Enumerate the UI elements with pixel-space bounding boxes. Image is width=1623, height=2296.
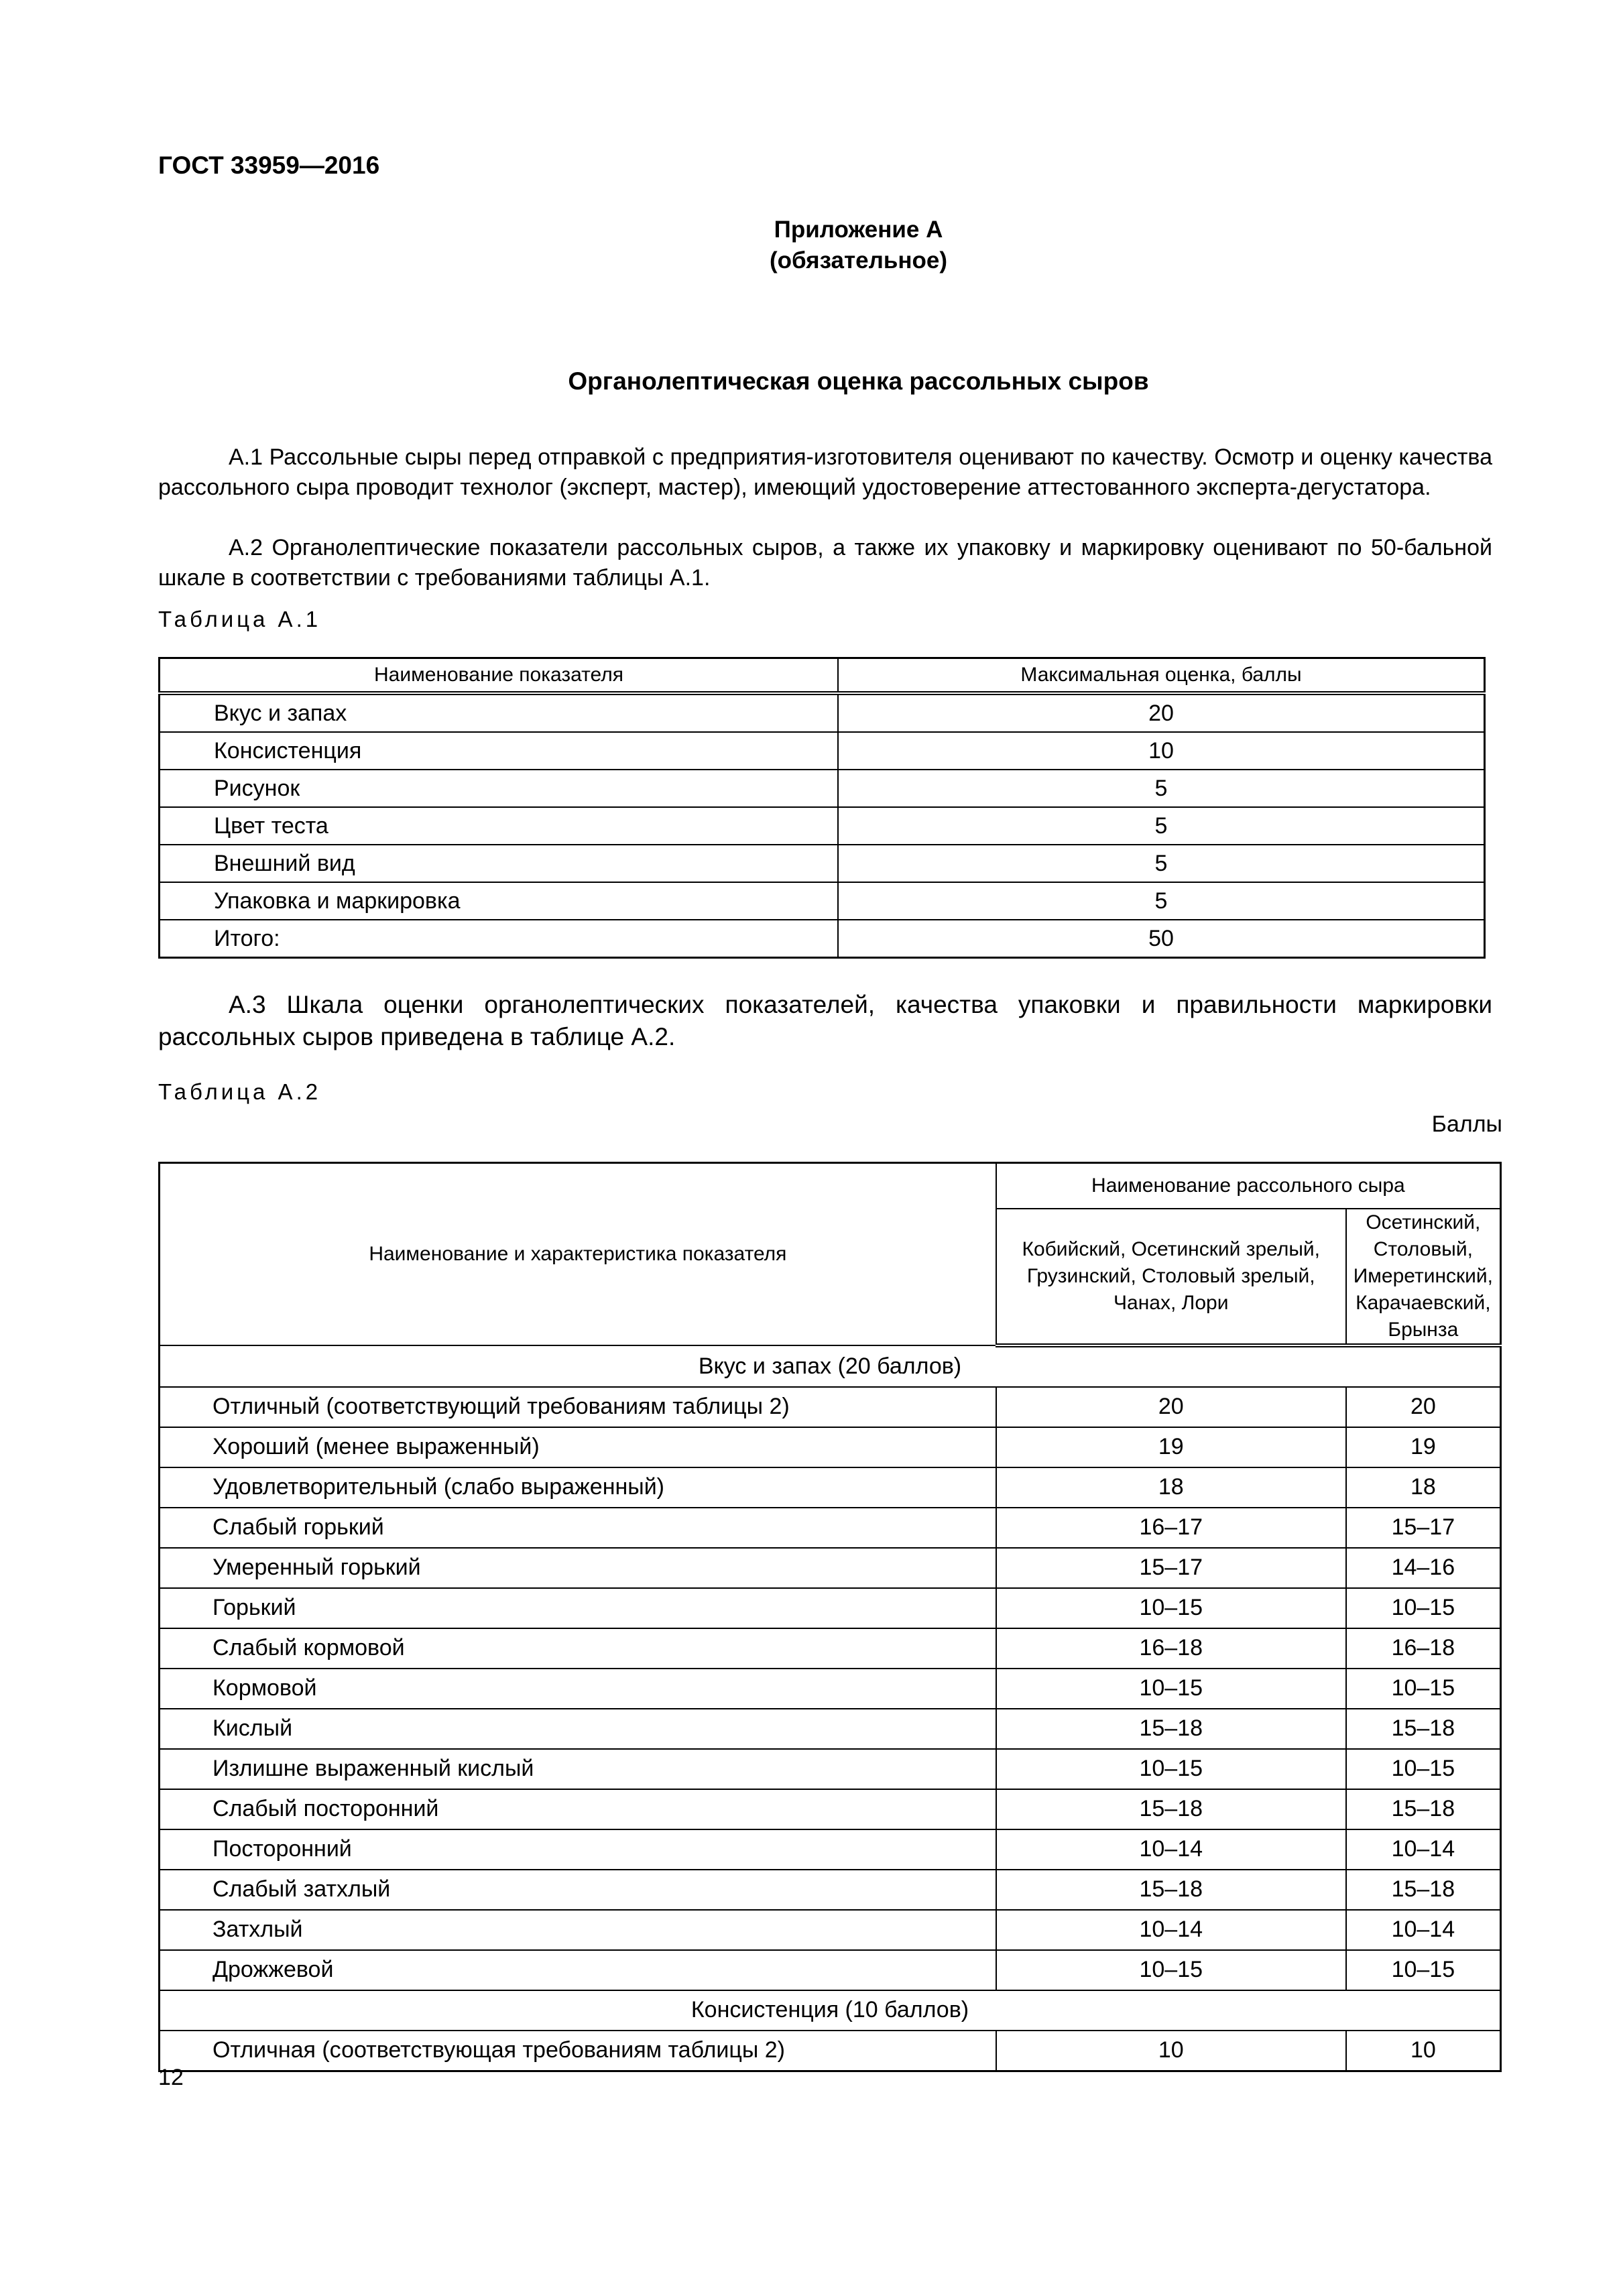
table-a2-header-col1: Кобийский, Осетинский зрелый, Грузинский, Столовый зрелый, Чанах, Лори [996, 1209, 1346, 1345]
table-a2-header-indicator: Наименование и характеристика показателя [160, 1163, 996, 1345]
table-row [160, 1467, 1501, 1508]
max-score: 5 [838, 770, 1485, 807]
table-a1 [158, 657, 1486, 959]
characteristic-name: Затхлый [160, 1910, 996, 1950]
table-row [160, 1669, 1501, 1709]
table-a2 [158, 1162, 1502, 2072]
characteristic-name: Дрожжевой [160, 1950, 996, 1990]
section-title: Органолептическая оценка рассольных сыров [568, 367, 1149, 395]
page-number: 12 [158, 2065, 184, 2090]
score-col2: 15–18 [1346, 1789, 1501, 1829]
score-col2: 10–15 [1346, 1749, 1501, 1789]
group-row [160, 1990, 1501, 2031]
group-title: Вкус и запах (20 баллов) [160, 1345, 1501, 1387]
score-col2: 14–16 [1346, 1548, 1501, 1588]
appendix-title: Приложение А [774, 217, 943, 243]
table-row [160, 693, 1485, 732]
score-col1: 15–18 [996, 1870, 1346, 1910]
table-row [160, 1628, 1501, 1669]
score-col1: 20 [996, 1387, 1346, 1427]
table-a1-header-max-score: Максимальная оценка, баллы [838, 658, 1485, 694]
score-col1: 15–18 [996, 1709, 1346, 1749]
characteristic-name: Отличный (соответствующий требованиям таблицы 2) [160, 1387, 996, 1427]
score-col2: 10–15 [1346, 1669, 1501, 1709]
table-row [160, 1789, 1501, 1829]
paragraph-a2 [158, 533, 1492, 593]
indicator-name: Внешний вид [160, 845, 839, 882]
table-row [160, 1548, 1501, 1588]
score-col1: 10 [996, 2031, 1346, 2071]
indicator-name: Вкус и запах [160, 693, 839, 732]
document-code: ГОСТ 33959—2016 [158, 152, 380, 179]
score-col2: 15–17 [1346, 1508, 1501, 1548]
characteristic-name: Хороший (менее выраженный) [160, 1427, 996, 1467]
max-score: 20 [838, 693, 1485, 732]
characteristic-name: Удовлетворительный (слабо выраженный) [160, 1467, 996, 1508]
score-col2: 15–18 [1346, 1709, 1501, 1749]
max-score: 10 [838, 732, 1485, 770]
score-col2: 10–14 [1346, 1829, 1501, 1870]
table-row [160, 1508, 1501, 1548]
score-col2: 19 [1346, 1427, 1501, 1467]
group-row [160, 1345, 1501, 1387]
table-row [160, 807, 1485, 845]
score-col1: 10–15 [996, 1950, 1346, 1990]
score-col1: 10–15 [996, 1588, 1346, 1628]
max-score: 5 [838, 807, 1485, 845]
table-row [160, 845, 1485, 882]
max-score: 5 [838, 882, 1485, 920]
score-col2: 10–14 [1346, 1910, 1501, 1950]
table-a2-units: Баллы [1431, 1111, 1502, 1137]
score-col2: 10 [1346, 2031, 1501, 2071]
characteristic-name: Отличная (соответствующая требованиям таблицы 2) [160, 2031, 996, 2071]
characteristic-name: Посторонний [160, 1829, 996, 1870]
score-col1: 16–18 [996, 1628, 1346, 1669]
score-col2: 20 [1346, 1387, 1501, 1427]
score-col1: 15–17 [996, 1548, 1346, 1588]
score-col1: 10–14 [996, 1910, 1346, 1950]
table-row [160, 920, 1485, 958]
indicator-name: Итого: [160, 920, 839, 958]
table-row [160, 1910, 1501, 1950]
table-row [160, 2031, 1501, 2071]
characteristic-name: Кормовой [160, 1669, 996, 1709]
max-score: 5 [838, 845, 1485, 882]
table-a2-header-col2: Осетинский, Столовый, Имеретинский, Карачаевский, Брынза [1346, 1209, 1501, 1345]
table-row [160, 1427, 1501, 1467]
table-row [160, 882, 1485, 920]
characteristic-name: Слабый посторонний [160, 1789, 996, 1829]
characteristic-name: Слабый горький [160, 1508, 996, 1548]
score-col1: 16–17 [996, 1508, 1346, 1548]
score-col2: 15–18 [1346, 1870, 1501, 1910]
table-row [160, 1709, 1501, 1749]
appendix-status: (обязательное) [769, 247, 947, 274]
max-score: 50 [838, 920, 1485, 958]
table-a1-header-indicator: Наименование показателя [160, 658, 839, 694]
score-col1: 18 [996, 1467, 1346, 1508]
score-col1: 10–15 [996, 1669, 1346, 1709]
table-a2-header-group: Наименование рассольного сыра [996, 1163, 1501, 1209]
characteristic-name: Умеренный горький [160, 1548, 996, 1588]
indicator-name: Упаковка и маркировка [160, 882, 839, 920]
score-col2: 10–15 [1346, 1588, 1501, 1628]
table-row [160, 1950, 1501, 1990]
characteristic-name: Слабый кормовой [160, 1628, 996, 1669]
table-row [160, 1387, 1501, 1427]
paragraph-a3 [158, 989, 1492, 1053]
paragraph-a3-text: А.3 Шкала оценки органолептических показателей, качества упаковки и правильности маркировки рассольных сыров приведена в таблице А.2. [158, 991, 1492, 1050]
table-row [160, 1588, 1501, 1628]
score-col1: 10–15 [996, 1749, 1346, 1789]
characteristic-name: Кислый [160, 1709, 996, 1749]
characteristic-name: Слабый затхлый [160, 1870, 996, 1910]
characteristic-name: Излишне выраженный кислый [160, 1749, 996, 1789]
characteristic-name: Горький [160, 1588, 996, 1628]
paragraph-a1 [158, 442, 1492, 503]
score-col1: 10–14 [996, 1829, 1346, 1870]
score-col2: 10–15 [1346, 1950, 1501, 1990]
table-row [160, 1829, 1501, 1870]
score-col2: 18 [1346, 1467, 1501, 1508]
score-col2: 16–18 [1346, 1628, 1501, 1669]
score-col1: 15–18 [996, 1789, 1346, 1829]
paragraph-a2-text: А.2 Органолептические показатели рассольных сыров, а также их упаковку и маркировку оценивают по 50-бальной шкале в соответствии с требованиями таблицы А.1. [158, 535, 1492, 591]
table-row [160, 1749, 1501, 1789]
table-row [160, 1870, 1501, 1910]
table-a1-label: Таблица А.1 [158, 607, 322, 631]
paragraph-a1-text: А.1 Рассольные сыры перед отправкой с предприятия-изготовителя оценивают по качеству. Осмотр и оценку качества рассольного сыра проводит технолог (эксперт, мастер), имеющий удостоверение аттестованного эксперта-дегустатора. [158, 444, 1492, 500]
group-title: Консистенция (10 баллов) [160, 1990, 1501, 2031]
table-a2-label: Таблица А.2 [158, 1079, 322, 1104]
appendix-heading [0, 215, 1623, 276]
indicator-name: Цвет теста [160, 807, 839, 845]
table-row [160, 732, 1485, 770]
score-col1: 19 [996, 1427, 1346, 1467]
indicator-name: Консистенция [160, 732, 839, 770]
indicator-name: Рисунок [160, 770, 839, 807]
table-row [160, 770, 1485, 807]
